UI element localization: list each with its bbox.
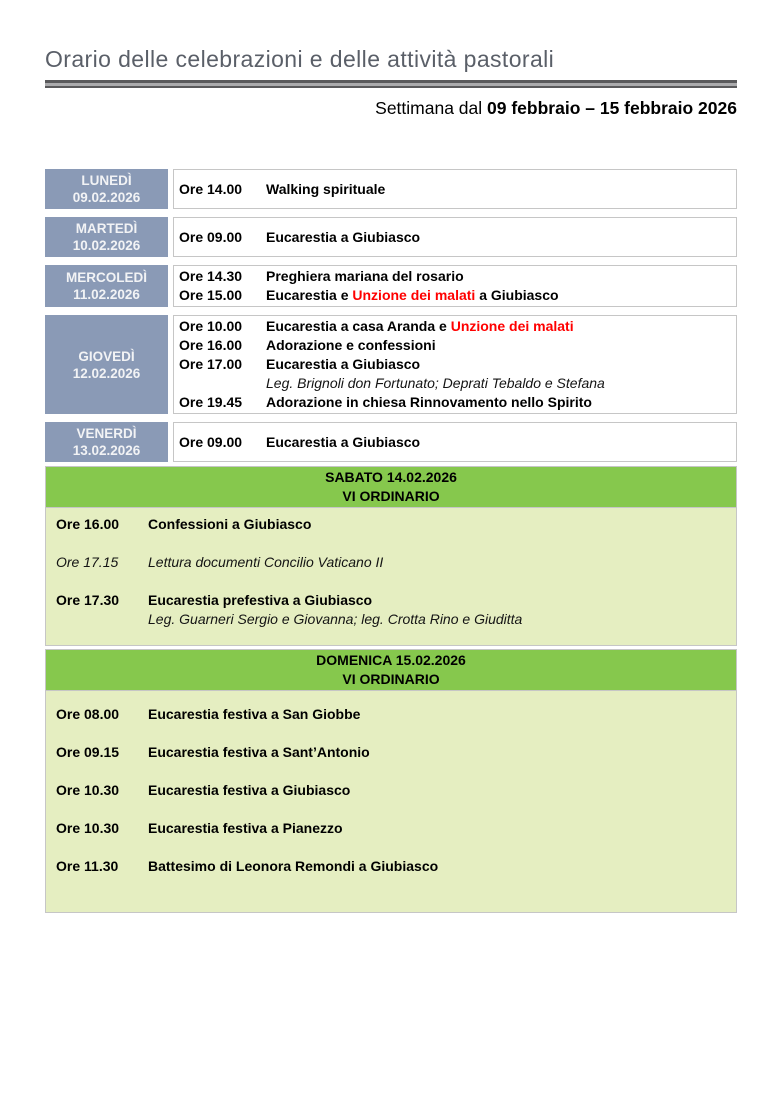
day-date: 13.02.2026 <box>72 443 141 458</box>
entry-line <box>179 336 732 355</box>
day-name: MERCOLEDÌ <box>66 270 147 285</box>
entry-line <box>56 705 730 724</box>
entry-time <box>56 610 148 629</box>
entry-line <box>179 433 732 452</box>
entry-line <box>56 553 730 572</box>
entry-text <box>148 705 730 724</box>
day-date: 12.02.2026 <box>72 365 141 381</box>
entry-text <box>266 267 732 286</box>
entry-text <box>266 393 732 412</box>
entry-text <box>148 819 730 838</box>
text-span: Lettura documenti Concilio Vaticano II <box>148 554 384 570</box>
text-span: Eucarestia a Giubiasco <box>266 433 421 450</box>
schedule-entry <box>56 857 730 876</box>
entry-text <box>148 553 730 572</box>
text-span: Eucarestia festiva a Pianezzo <box>148 820 343 836</box>
entry-text <box>148 515 730 534</box>
section-header <box>45 649 737 691</box>
schedule-row <box>45 265 737 307</box>
text-span: Eucarestia a Giubiasco <box>266 356 421 372</box>
text-span: Preghiera mariana del rosario <box>266 268 464 284</box>
entry-time: Ore 11.30 <box>56 858 119 874</box>
schedule-row <box>45 169 737 209</box>
entry-text <box>148 591 730 610</box>
entry-time: Ore 09.00 <box>179 228 243 245</box>
entry-time <box>179 374 266 393</box>
entry-text <box>266 355 732 374</box>
weekend-sections <box>45 466 737 913</box>
text-span: Battesimo di Leonora Remondi a Giubiasco <box>148 858 439 874</box>
schedule-entry <box>56 515 730 534</box>
week-subtitle <box>45 97 737 119</box>
text-span: Eucarestia festiva a Giubiasco <box>148 782 351 798</box>
entry-text <box>148 857 730 876</box>
text-span: Unzione dei malati <box>352 287 476 303</box>
day-entries <box>173 169 737 209</box>
text-span: Adorazione in chiesa Rinnovamento nello Spirito <box>266 394 592 410</box>
entry-time: Ore 10.30 <box>56 820 120 836</box>
entry-text <box>266 374 732 393</box>
day-name: MARTEDÌ <box>75 221 138 236</box>
entry-time: Ore 15.00 <box>179 287 243 303</box>
text-span: Eucarestia festiva a San Giobbe <box>148 706 361 722</box>
entry-line <box>56 515 730 534</box>
schedule-row <box>45 217 737 257</box>
day-name: LUNEDÌ <box>81 173 132 188</box>
entry-time: Ore 14.00 <box>179 180 243 197</box>
entry-line <box>179 180 732 199</box>
text-span: Eucarestia festiva a Sant’Antonio <box>148 744 370 760</box>
text-span: Leg. Brignoli don Fortunato; Deprati Tebaldo e Stefana <box>266 375 605 391</box>
section-title: SABATO 14.02.2026 <box>325 469 457 485</box>
entry-text <box>266 286 732 305</box>
entry-time: Ore 16.00 <box>56 516 120 532</box>
entry-time: Ore 09.00 <box>179 433 243 450</box>
schedule-entry <box>56 705 730 724</box>
weekday-rows <box>45 169 737 462</box>
entry-line <box>179 317 732 336</box>
schedule-entry <box>56 743 730 762</box>
schedule-entry <box>56 591 730 629</box>
entry-line <box>56 610 730 629</box>
text-span: Walking spirituale <box>266 180 386 197</box>
schedule-row <box>45 422 737 462</box>
text-span: Leg. Guarneri Sergio e Giovanna; leg. Crotta Rino e Giuditta <box>148 611 523 627</box>
entry-line <box>179 228 732 247</box>
day-entries <box>173 217 737 257</box>
entry-line <box>179 355 732 374</box>
entry-text <box>266 336 732 355</box>
entry-line <box>56 591 730 610</box>
page-title: Orario delle celebrazioni e delle attività pastorali <box>45 46 555 72</box>
entry-line <box>179 286 732 305</box>
entry-time: Ore 17.30 <box>56 592 120 608</box>
entry-text <box>148 781 730 800</box>
day-cell <box>45 217 168 257</box>
schedule-entry <box>56 819 730 838</box>
entry-time: Ore 10.00 <box>179 318 243 334</box>
entry-text <box>148 610 730 629</box>
schedule-row <box>45 315 737 414</box>
day-date: 11.02.2026 <box>73 287 140 302</box>
text-span: Confessioni a Giubiasco <box>148 516 312 532</box>
subtitle-prefix: Settimana dal <box>375 98 488 118</box>
entry-time: Ore 08.00 <box>56 706 120 722</box>
text-span: Adorazione e confessioni <box>266 337 436 353</box>
schedule-entry <box>56 781 730 800</box>
day-date: 09.02.2026 <box>72 190 141 205</box>
schedule-table <box>45 169 737 913</box>
day-entries <box>173 315 737 414</box>
day-date: 10.02.2026 <box>72 238 141 253</box>
day-name: VENERDÌ <box>76 426 137 441</box>
text-span: Eucarestia e <box>266 287 353 303</box>
entry-line <box>56 743 730 762</box>
text-span: Eucarestia prefestiva a Giubiasco <box>148 592 373 608</box>
text-span: Eucarestia a Giubiasco <box>266 228 421 245</box>
day-entries <box>173 422 737 462</box>
day-cell <box>45 265 168 307</box>
text-span: Eucarestia a casa Aranda e <box>266 318 451 334</box>
entry-time: Ore 09.15 <box>56 744 120 760</box>
schedule-entry <box>56 553 730 572</box>
day-cell <box>45 169 168 209</box>
entry-line <box>56 857 730 876</box>
entry-text <box>266 433 732 452</box>
entry-text <box>266 180 732 199</box>
subtitle-date-range: 09 febbraio – 15 febbraio 2026 <box>487 98 737 118</box>
day-entries <box>173 265 737 307</box>
entry-text <box>266 228 732 247</box>
day-cell <box>45 422 168 462</box>
section-header <box>45 466 737 508</box>
entry-time: Ore 16.00 <box>179 337 243 353</box>
section-subtitle: VI ORDINARIO <box>342 488 440 504</box>
section-title: DOMENICA 15.02.2026 <box>316 652 466 668</box>
day-cell <box>45 315 168 414</box>
section-body <box>45 691 737 913</box>
day-name: GIOVEDÌ <box>78 348 135 364</box>
section-body <box>45 508 737 646</box>
entry-line <box>56 781 730 800</box>
entry-line <box>179 267 732 286</box>
entry-line <box>179 393 732 412</box>
entry-time: Ore 10.30 <box>56 782 120 798</box>
text-span: Unzione dei malati <box>450 318 574 334</box>
section-subtitle: VI ORDINARIO <box>342 671 440 687</box>
entry-text <box>148 743 730 762</box>
entry-line <box>179 374 732 393</box>
entry-line <box>56 819 730 838</box>
title-divider <box>45 80 737 88</box>
entry-time: Ore 19.45 <box>179 394 243 410</box>
entry-text <box>266 317 732 336</box>
entry-time: Ore 14.30 <box>179 268 243 284</box>
entry-time: Ore 17.15 <box>56 554 119 570</box>
entry-time: Ore 17.00 <box>179 356 243 372</box>
text-span: a Giubiasco <box>475 287 559 303</box>
